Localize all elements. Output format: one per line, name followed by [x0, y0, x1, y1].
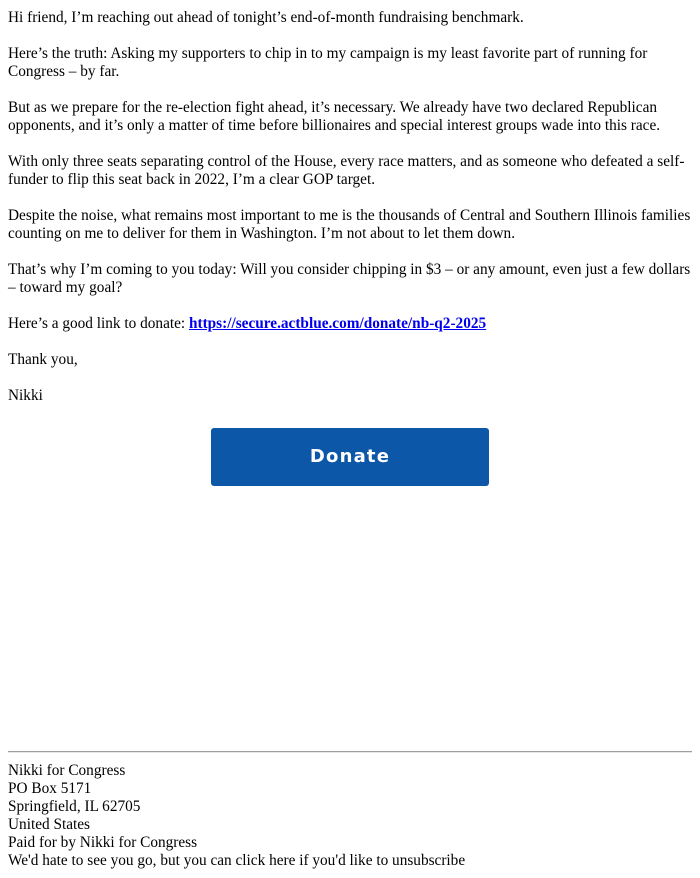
paragraph-truth: Here’s the truth: Asking my supporters to chip in to my campaign is my least favorite part of running for Congress – by far.	[8, 45, 648, 80]
footer-address-line-2: Springfield, IL 62705	[8, 798, 141, 815]
donate-link[interactable]: https://secure.actblue.com/donate/nb-q2-2025	[188, 315, 487, 332]
footer-address-line-1: PO Box 5171	[8, 780, 92, 797]
footer-org: Nikki for Congress	[8, 762, 126, 779]
donate-link-prefix: Here’s a good link to donate:	[8, 315, 189, 332]
paragraph-reelection: But as we prepare for the re-election fight ahead, it’s necessary. We already have two declared Republican opponents, and it’s only a matter of time before billionaires and special interest groups wade into this race.	[8, 99, 661, 134]
paragraph-greeting: Hi friend, I’m reaching out ahead of tonight’s end-of-month fundraising benchmark.	[8, 9, 524, 26]
unsubscribe-link[interactable]: We'd hate to see you go, but you can click here if you'd like to unsubscribe	[8, 852, 466, 869]
email-body	[8, 9, 694, 423]
closing-text: Thank you,	[8, 351, 78, 368]
paragraph-illinois-families: Despite the noise, what remains most important to me is the thousands of Central and Southern Illinois families counting on me to deliver for them in Washington. I’m not about to let them down.	[8, 207, 691, 242]
footer	[8, 762, 694, 870]
donate-button[interactable]: Donate	[211, 428, 489, 486]
paragraph-house-control: With only three seats separating control of the House, every race matters, and as someone who defeated a self-funder to flip this seat back in 2022, I’m a clear GOP target.	[8, 153, 685, 188]
footer-paid-for: Paid for by Nikki for Congress	[8, 834, 198, 851]
paragraph-ask: That’s why I’m coming to you today: Will you consider chipping in $3 – or any amount, even just a few dollars – toward my goal?	[8, 261, 691, 296]
footer-divider	[8, 751, 692, 753]
signature-text: Nikki	[8, 387, 43, 404]
footer-country: United States	[8, 816, 90, 833]
paragraph-donate-link	[8, 315, 694, 333]
